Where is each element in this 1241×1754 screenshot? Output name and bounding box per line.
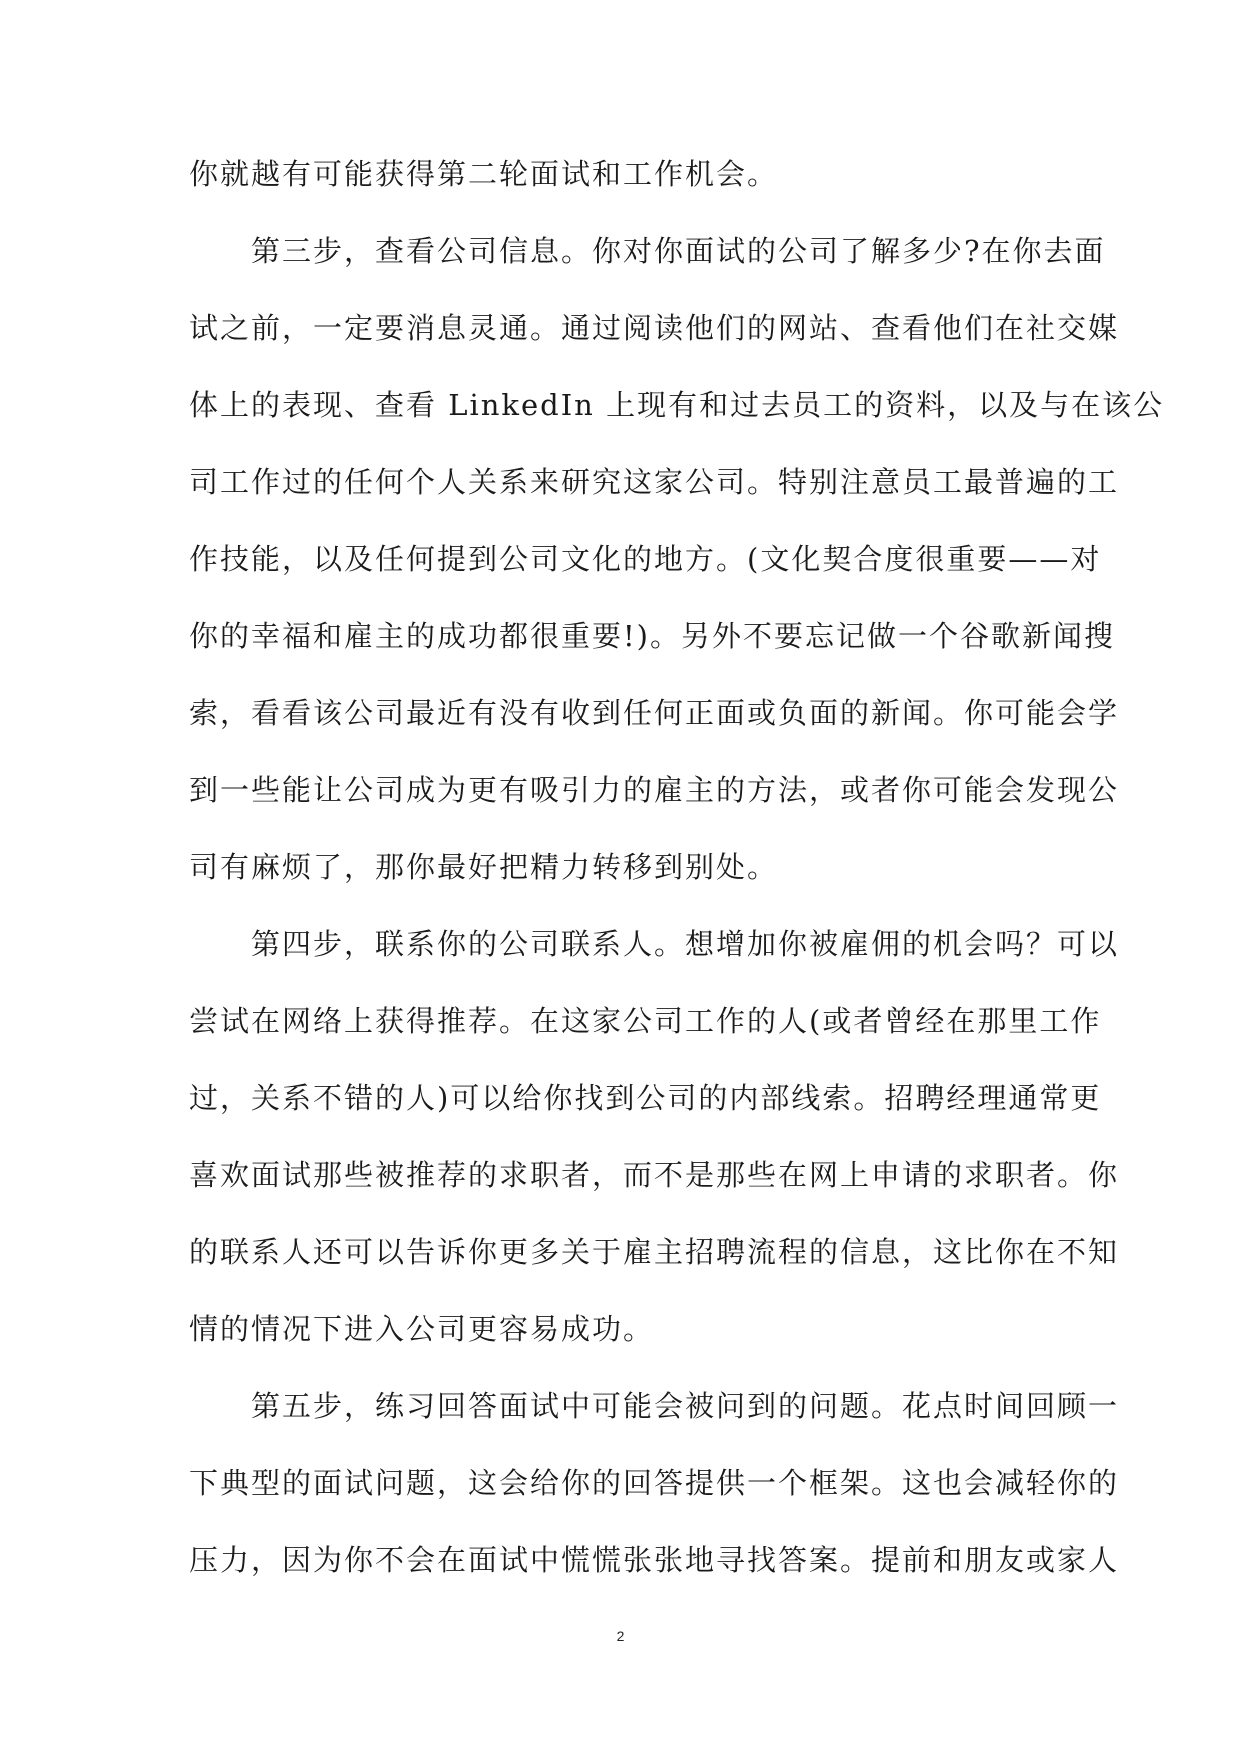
text-line: 索，看看该公司最近有没有收到任何正面或负面的新闻。你可能会学 [189,696,1120,730]
text-line: 体上的表现、查看 LinkedIn 上现有和过去员工的资料，以及与在该公 [189,388,1165,422]
text-line: 第三步，查看公司信息。你对你面试的公司了解多少?在你去面 [189,234,1106,268]
text-line: 第五步，练习回答面试中可能会被问到的问题。花点时间回顾一 [189,1389,1120,1423]
text-line: 试之前，一定要消息灵通。通过阅读他们的网站、查看他们在社交媒 [189,311,1120,345]
text-line: 的联系人还可以告诉你更多关于雇主招聘流程的信息，这比你在不知 [189,1235,1120,1269]
text-line: 司有麻烦了，那你最好把精力转移到别处。 [189,850,779,884]
text-line: 情的情况下进入公司更容易成功。 [189,1312,655,1346]
text-line: 喜欢面试那些被推荐的求职者，而不是那些在网上申请的求职者。你 [189,1158,1120,1192]
text-line: 下典型的面试问题，这会给你的回答提供一个框架。这也会减轻你的 [189,1466,1120,1500]
text-line: 你的幸福和雇主的成功都很重要!)。另外不要忘记做一个谷歌新闻搜 [189,619,1115,653]
text-line: 尝试在网络上获得推荐。在这家公司工作的人(或者曾经在那里工作 [189,1004,1102,1038]
page-number: 2 [616,1628,625,1644]
text-line: 过，关系不错的人)可以给你找到公司的内部线索。招聘经理通常更 [189,1081,1102,1115]
text-line: 压力，因为你不会在面试中慌慌张张地寻找答案。提前和朋友或家人 [189,1543,1120,1577]
text-line: 司工作过的任何个人关系来研究这家公司。特别注意员工最普遍的工 [189,465,1120,499]
text-line: 到一些能让公司成为更有吸引力的雇主的方法，或者你可能会发现公 [189,773,1120,807]
text-line: 作技能，以及任何提到公司文化的地方。(文化契合度很重要——对 [189,542,1102,576]
body-text [189,146,1165,1609]
text-line: 第四步，联系你的公司联系人。想增加你被雇佣的机会吗？可以 [189,927,1120,961]
text-line: 你就越有可能获得第二轮面试和工作机会。 [189,157,779,191]
